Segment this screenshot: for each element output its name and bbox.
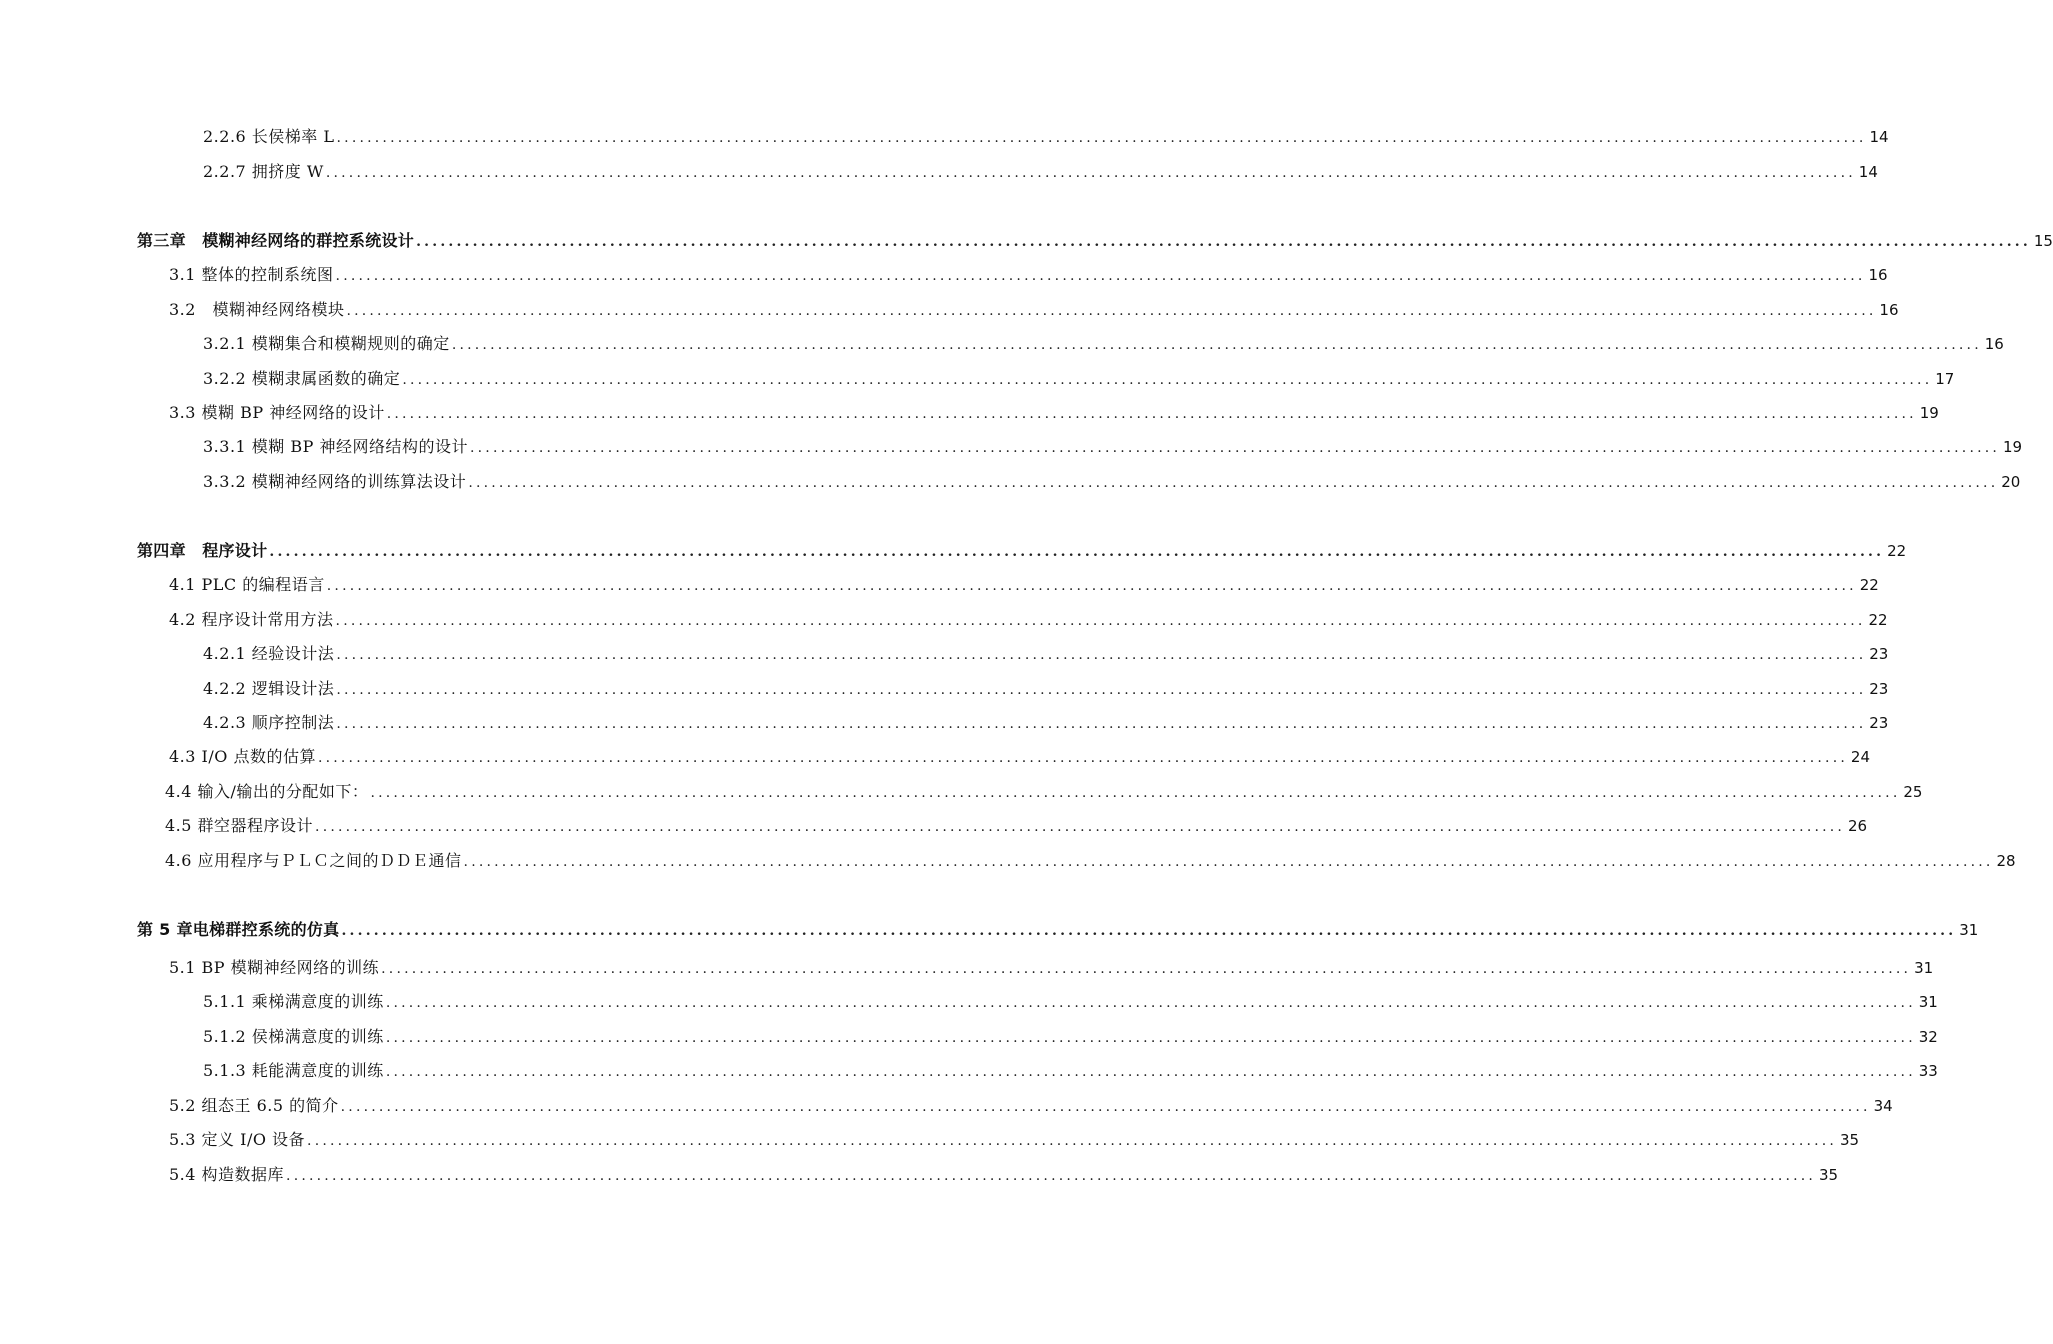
dot-leader: ........................................................................................................................................................................................................ <box>381 961 1912 977</box>
toc-entry-label: 4.6 应用程序与ＰＬＣ之间的ＤＤＥ通信 <box>165 851 462 870</box>
dot-leader: ........................................................................................................................................................................................................ <box>470 440 2001 456</box>
dot-leader: ........................................................................................................................................................................................................ <box>307 1133 1838 1149</box>
dot-leader: ........................................................................................................................................................................................................ <box>463 854 1994 870</box>
toc-entry-page: 14 <box>1869 128 1889 146</box>
toc-entry-page: 16 <box>1879 301 1899 319</box>
toc-entry-page: 33 <box>1918 1062 1938 1080</box>
toc-entry-label: 4.2.2 逻辑设计法 <box>203 679 335 698</box>
toc-entry-label: 第三章 模糊神经网络的群控系统设计 <box>137 231 415 250</box>
dot-leader: ........................................................................................................................................................................................................ <box>325 165 1856 181</box>
dot-leader: ........................................................................................................................................................................................................ <box>336 682 1867 698</box>
dot-leader: ........................................................................................................................................................................................................ <box>336 716 1867 732</box>
toc-entry-label: 4.2.3 顺序控制法 <box>203 713 335 732</box>
toc-entry-page: 24 <box>1850 748 1870 766</box>
toc-entry-label: 4.5 群空器程序设计 <box>165 816 314 835</box>
toc-entry-label: 4.2.1 经验设计法 <box>203 644 335 663</box>
dot-leader: ........................................................................................................................................................................................................ <box>385 1064 1916 1080</box>
toc-entry-label: 5.1.3 耗能满意度的训练 <box>203 1061 384 1080</box>
toc-entry-page: 19 <box>2002 438 2023 456</box>
toc-chapter[interactable] <box>137 919 1979 942</box>
toc-entry-label: 3.2.1 模糊集合和模糊规则的确定 <box>203 334 450 353</box>
toc-entry-label: 4.2 程序设计常用方法 <box>169 610 334 629</box>
toc-entry-label: 3.1 整体的控制系统图 <box>169 265 334 284</box>
toc-entry[interactable] <box>165 781 1923 804</box>
toc-entry[interactable] <box>203 643 1889 666</box>
dot-leader: ........................................................................................................................................................................................................ <box>335 613 1866 629</box>
dot-leader: ........................................................................................................................................................................................................ <box>346 303 1877 319</box>
toc-entry-label: 5.1.2 侯梯满意度的训练 <box>203 1027 384 1046</box>
toc-entry-page: 16 <box>1984 335 2004 353</box>
dot-leader: ........................................................................................................................................................................................................ <box>317 750 1848 766</box>
toc-entry-page: 15 <box>2033 232 2053 250</box>
toc-entry[interactable] <box>169 402 1939 425</box>
toc-entry-page: 31 <box>1918 993 1938 1011</box>
toc-entry-page: 22 <box>1868 611 1888 629</box>
toc-entry-label: 第 5 章电梯群控系统的仿真 <box>137 920 340 939</box>
dot-leader: ........................................................................................................................................................................................................ <box>385 1030 1916 1046</box>
dot-leader: ........................................................................................................................................................................................................ <box>336 647 1867 663</box>
toc-entry[interactable] <box>203 991 1938 1014</box>
toc-entry-label: 4.1 PLC 的编程语言 <box>169 575 325 594</box>
toc-entry[interactable] <box>203 126 1889 149</box>
toc-entry[interactable] <box>169 1129 1860 1152</box>
toc-entry[interactable] <box>165 850 2016 873</box>
dot-leader: ........................................................................................................................................................................................................ <box>416 234 2031 250</box>
toc-entry[interactable] <box>169 574 1879 597</box>
toc-entry-page: 23 <box>1869 680 1889 698</box>
toc-entry[interactable] <box>165 815 1868 838</box>
toc-entry-label: 5.3 定义 I/O 设备 <box>169 1130 306 1149</box>
toc-entry-page: 22 <box>1859 576 1879 594</box>
dot-leader: ........................................................................................................................................................................................................ <box>326 578 1857 594</box>
dot-leader: ........................................................................................................................................................................................................ <box>370 785 1901 801</box>
toc-entry[interactable] <box>203 471 2021 494</box>
toc-entry-page: 22 <box>1887 542 1907 560</box>
dot-leader: ........................................................................................................................................................................................................ <box>385 995 1916 1011</box>
toc-entry[interactable] <box>169 609 1888 632</box>
toc-entry-page: 28 <box>1996 852 2016 870</box>
dot-leader: ........................................................................................................................................................................................................ <box>451 337 1982 353</box>
toc-entry-page: 16 <box>1868 266 1888 284</box>
dot-leader: ........................................................................................................................................................................................................ <box>269 544 1885 560</box>
toc-entry[interactable] <box>169 1095 1893 1118</box>
toc-entry[interactable] <box>169 264 1888 287</box>
toc-entry-page: 23 <box>1869 714 1889 732</box>
toc-entry-page: 31 <box>1959 921 1979 939</box>
toc-entry[interactable] <box>169 746 1870 769</box>
toc-entry[interactable] <box>203 712 1889 735</box>
toc-entry-label: 第四章 程序设计 <box>137 541 268 560</box>
toc-entry[interactable] <box>203 1026 1938 1049</box>
toc-entry-label: 3.3 模糊 BP 神经网络的设计 <box>169 403 385 422</box>
toc-entry-label: 2.2.6 长侯梯率 L <box>203 127 335 146</box>
toc-entry[interactable] <box>203 333 2004 356</box>
toc-entry-page: 34 <box>1873 1097 1893 1115</box>
toc-entry[interactable] <box>169 1164 1839 1187</box>
toc-entry[interactable] <box>203 161 1878 184</box>
toc-entry[interactable] <box>203 436 2023 459</box>
toc-entry-label: 5.4 构造数据库 <box>169 1165 285 1184</box>
dot-leader: ........................................................................................................................................................................................................ <box>468 475 1999 491</box>
toc-entry-label: 3.3.1 模糊 BP 神经网络结构的设计 <box>203 437 468 456</box>
toc-entry-page: 32 <box>1918 1028 1938 1046</box>
toc-entry-label: 4.3 I/O 点数的估算 <box>169 747 316 766</box>
toc-entry[interactable] <box>203 1060 1938 1083</box>
toc-entry-label: 3.2.2 模糊隶属函数的确定 <box>203 369 401 388</box>
toc-entry-page: 20 <box>2001 473 2021 491</box>
toc-entry-page: 26 <box>1848 817 1868 835</box>
toc-entry-page: 31 <box>1914 959 1934 977</box>
toc-entry-label: 5.2 组态王 6.5 的简介 <box>169 1096 339 1115</box>
toc-entry-label: 2.2.7 拥挤度 W <box>203 162 324 181</box>
dot-leader: ........................................................................................................................................................................................................ <box>386 406 1917 422</box>
toc-entry[interactable] <box>169 957 1934 980</box>
dot-leader: ........................................................................................................................................................................................................ <box>336 130 1867 146</box>
toc-entry-page: 35 <box>1840 1131 1860 1149</box>
dot-leader: ........................................................................................................................................................................................................ <box>402 372 1933 388</box>
toc-entry-page: 19 <box>1919 404 1939 422</box>
toc-entry-label: 3.3.2 模糊神经网络的训练算法设计 <box>203 472 467 491</box>
toc-entry-label: 4.4 输入/输出的分配如下： <box>165 782 369 801</box>
toc-chapter[interactable] <box>137 540 1907 563</box>
dot-leader: ........................................................................................................................................................................................................ <box>340 1099 1871 1115</box>
toc-entry-label: 5.1 BP 模糊神经网络的训练 <box>169 958 380 977</box>
dot-leader: ........................................................................................................................................................................................................ <box>335 268 1866 284</box>
toc-entry[interactable] <box>203 368 1955 391</box>
toc-entry-page: 17 <box>1935 370 1955 388</box>
dot-leader: ........................................................................................................................................................................................................ <box>315 819 1846 835</box>
toc-entry-page: 23 <box>1869 645 1889 663</box>
toc-entry-label: 5.1.1 乘梯满意度的训练 <box>203 992 384 1011</box>
toc-entry-page: 14 <box>1858 163 1878 181</box>
dot-leader: ........................................................................................................................................................................................................ <box>286 1168 1817 1184</box>
toc-entry-page: 35 <box>1819 1166 1839 1184</box>
toc-chapter[interactable] <box>137 230 2053 253</box>
toc-entry[interactable] <box>203 678 1889 701</box>
toc-entry[interactable] <box>169 299 1899 322</box>
toc-entry-label: 3.2 模糊神经网络模块 <box>169 300 345 319</box>
toc-entry-page: 25 <box>1903 783 1923 801</box>
dot-leader: ........................................................................................................................................................................................................ <box>341 923 1957 939</box>
